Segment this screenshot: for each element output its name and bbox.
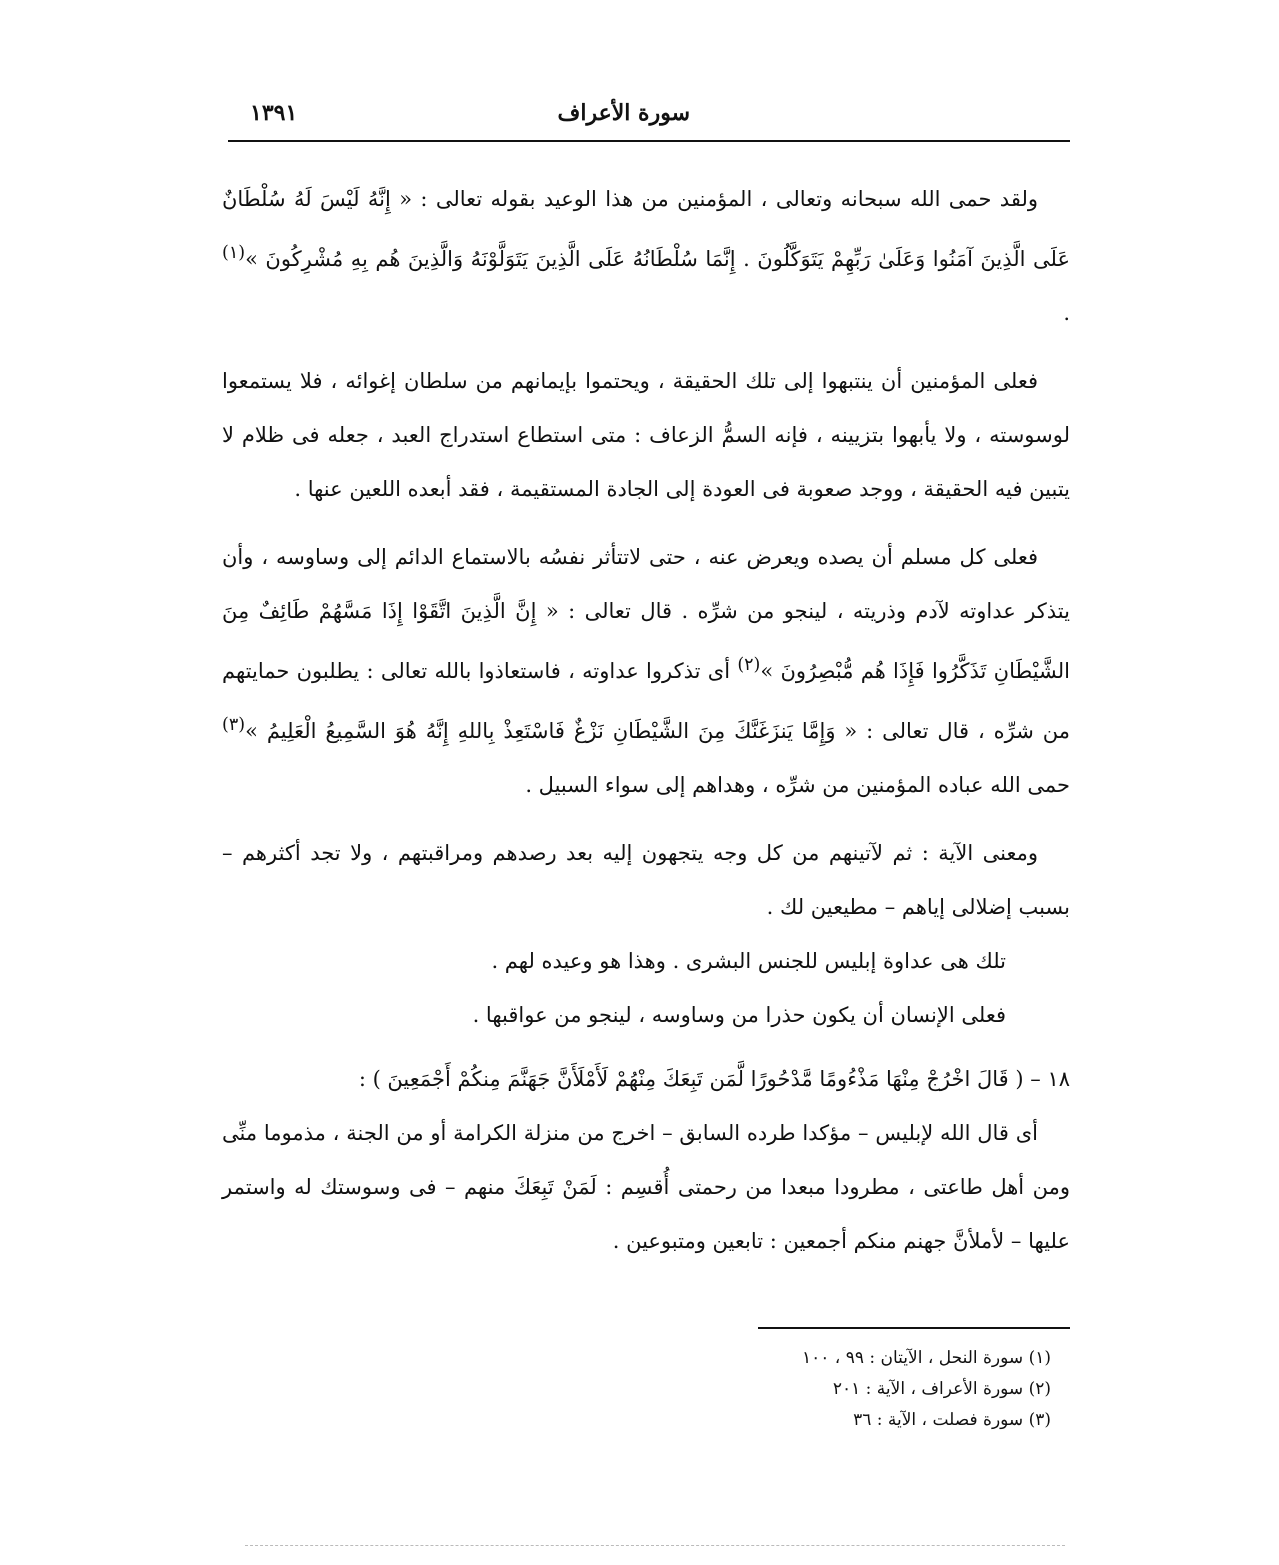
footnotes — [491, 1343, 1051, 1436]
footnote-ref-2: (٢) — [737, 655, 761, 675]
footnote-rule — [758, 1327, 1070, 1329]
footnote-1: (١) سورة النحل ، الآيتان : ٩٩ ، ١٠٠ — [802, 1348, 1051, 1368]
paragraph-3 — [222, 530, 1070, 812]
header-rule — [228, 140, 1070, 142]
paragraph-1-text: ولقد حمى الله سبحانه وتعالى ، المؤمنين من هذا الوعيد بقوله تعالى : « إِنَّهُ لَيْسَ لَهُ سُلْطَانٌ عَلَى الَّذِينَ آمَنُوا وَعَلَىٰ رَبِّهِمْ يَتَوَكَّلُونَ . إِنَّمَا سُلْطَانُهُ عَلَى الَّذِينَ يَتَوَلَّوْنَهُ وَالَّذِينَ هُم بِهِ مُشْرِكُونَ » — [222, 187, 1070, 271]
paragraph-5: تلك هى عداوة إبليس للجنس البشرى . وهذا هو وعيده لهم . — [491, 949, 1006, 973]
paragraph-6: فعلى الإنسان أن يكون حذرا من وساوسه ، لينجو من عواقبها . — [472, 1003, 1006, 1027]
verse-text: ( قَالَ اخْرُجْ مِنْهَا مَذْءُومًا مَّدْحُورًا لَّمَن تَبِعَكَ مِنْهُمْ لَأَمْلَأَنَّ جَهَنَّمَ مِنكُمْ أَجْمَعِينَ ) : — [358, 1067, 1024, 1091]
footnote-ref-1: (١) — [222, 243, 246, 263]
paragraph-3-text: فعلى كل مسلم أن يصده ويعرض عنه ، حتى لاتتأثر نفسُه بالاستماع الدائم إلى وساوسه ، وأن يتذكر عداوته لآدم وذريته ، لينجو من شرِّه . قال تعالى : « إِنَّ الَّذِينَ اتَّقَوْا إِذَا مَسَّهُمْ طَائِفٌ مِنَ الشَّيْطَانِ تَذَكَّرُوا فَإِذَا هُم مُّبْصِرُونَ » — [222, 545, 1071, 683]
paragraph-1-tail: . — [1063, 301, 1070, 325]
verse-18 — [222, 1052, 1070, 1106]
footnote-ref-3: (٣) — [222, 715, 246, 735]
paragraph-3-tail-2: حمى الله عباده المؤمنين من شرِّه ، وهداهم إلى سواء السبيل . — [525, 773, 1070, 797]
page-number: ١٣٩١ — [250, 100, 298, 126]
footnote-2: (٢) سورة الأعراف ، الآية : ٢٠١ — [832, 1379, 1051, 1399]
paragraph-4: ومعنى الآية : ثم لآتينهم من كل وجه يتجهون إليه بعد رصدهم ومراقبتهم ، ولا تجد أكثرهم – بسبب إضلالى إياهم – مطيعين لك . — [222, 841, 1070, 919]
verse-explanation: أى قال الله لإبليس – مؤكدا طرده السابق – اخرج من منزلة الكرامة أو من الجنة ، مذموما منِّى ومن أهل طاعتى ، مطرودا مبعدا من رحمتى أُقسِم : لَمَنْ تَبِعَكَ منهم – فى وسوستك له واستمر عليها – لأملأنَّ جهنم منكم أجمعين : تابعين ومتبوعين . — [222, 1121, 1070, 1253]
paragraph-2: فعلى المؤمنين أن ينتبهوا إلى تلك الحقيقة ، ويحتموا بإيمانهم من سلطان إغوائه ، فلا يستمعوا لوسوسته ، ولا يأبهوا بتزيينه ، فإنه السمُّ الزعاف : متى استطاع استدراج العبد ، جعله فى ظلام لا يتبين فيه الحقيقة ، ووجد صعوبة فى العودة إلى الجادة المستقيمة ، فقد أبعده اللعين عنها . — [222, 369, 1070, 501]
paragraph-1 — [222, 172, 1070, 340]
main-text — [222, 172, 1070, 1268]
surah-title: سورة الأعراف — [557, 100, 690, 126]
scan-edge-line — [245, 1545, 1065, 1546]
paragraph-3-tail: أى تذكروا عداوته ، فاستعاذوا بالله تعالى : يطلبون حمايتهم من شرِّه ، قال تعالى : « وَإِمَّا يَنزَغَنَّكَ مِنَ الشَّيْطَانِ نَزْغٌ فَاسْتَعِذْ بِاللهِ إِنَّهُ هُوَ السَّمِيعُ الْعَلِيمُ » — [222, 659, 1070, 743]
page-header — [228, 92, 1070, 138]
footnote-3: (٣) سورة فصلت ، الآية : ٣٦ — [853, 1410, 1051, 1430]
verse-number: ١٨ – — [1030, 1067, 1070, 1091]
